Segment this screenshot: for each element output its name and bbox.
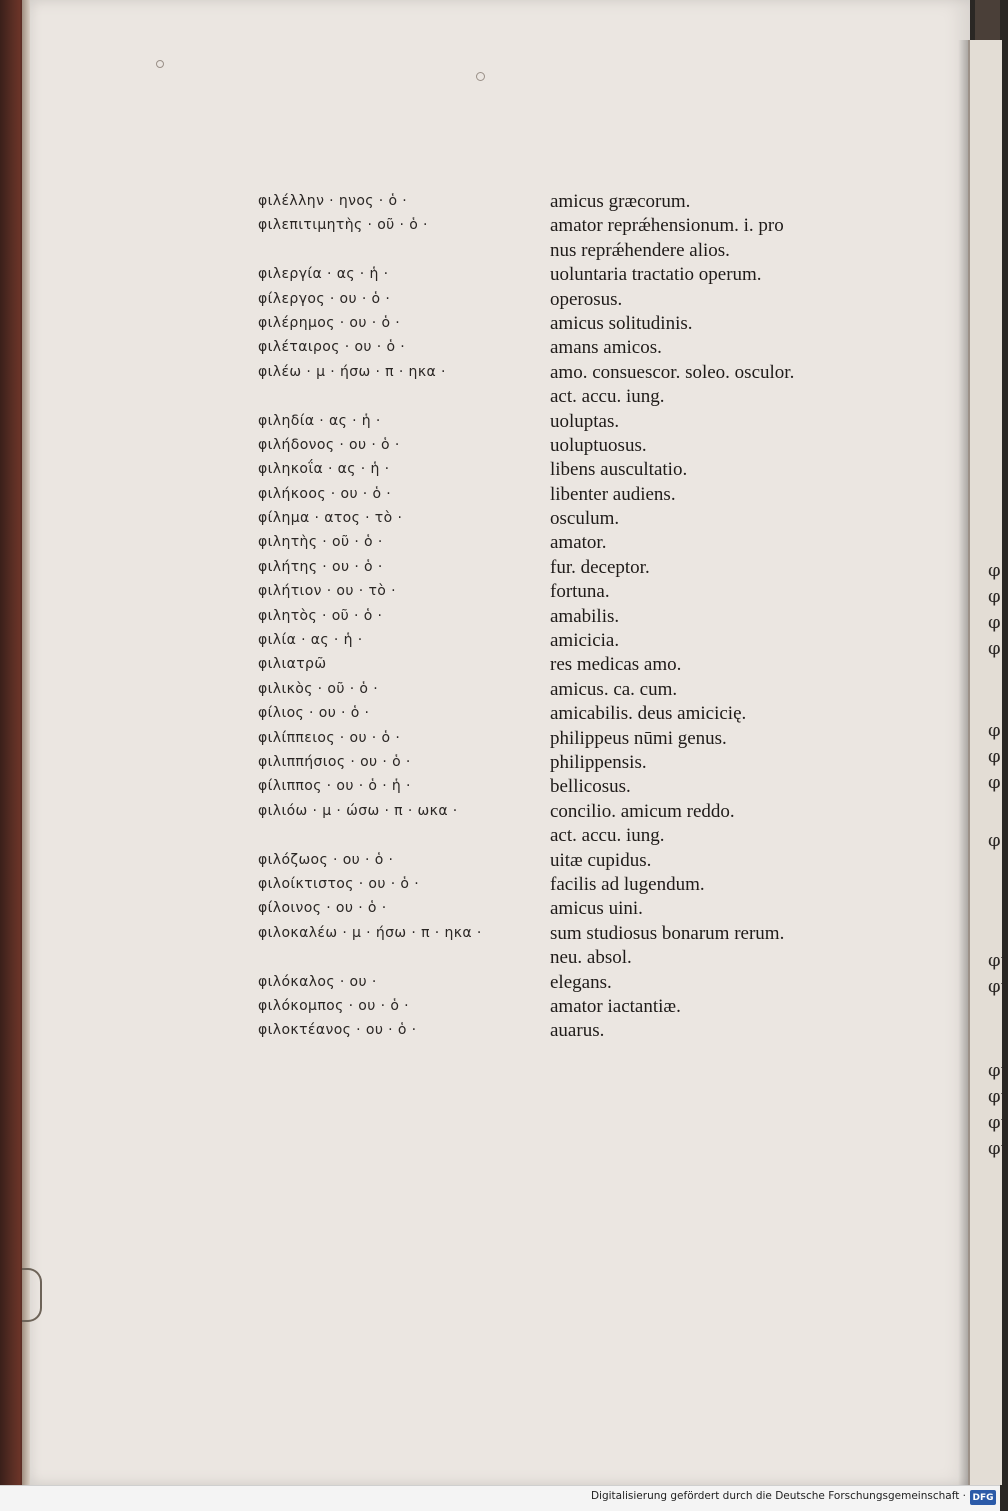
dictionary-entry [258,240,898,264]
latin-gloss: uoluptuosus. [550,434,647,456]
greek-headword: φιλίππειος · ου · ὁ · [258,729,401,746]
latin-gloss: fortuna. [550,581,610,603]
dictionary-entry [258,776,898,800]
latin-gloss: auarus. [550,1020,605,1042]
dictionary-entry [258,459,898,483]
binding-clip [22,1268,42,1322]
greek-headword: φιλόκομπος · ου · ὁ · [258,997,409,1014]
dictionary-entry [258,801,898,825]
latin-gloss: act. accu. iung. [550,825,665,847]
dictionary-entry [258,630,898,654]
greek-headword: φιλέω · μ · ήσω · π · ηκα · [258,363,446,380]
greek-headword: φιλόκαλος · ου · [258,973,377,990]
latin-gloss: uoluptas. [550,410,620,432]
dictionary-entry [258,264,898,288]
dictionary-entry [258,679,898,703]
latin-gloss: bellicosus. [550,776,631,798]
dictionary-entry [258,874,898,898]
greek-headword: φιλία · ας · ἡ · [258,632,363,649]
footer-bar [0,1485,1000,1511]
greek-headword: φιλόζωος · ου · ὁ · [258,851,394,868]
adjacent-page-letter: φ [988,720,1001,741]
greek-headword: φιλήτης · ου · ὁ · [258,558,383,575]
latin-gloss: operosus. [550,288,623,310]
latin-gloss: amicus græcorum. [550,191,691,212]
latin-gloss: amicus uini. [550,898,643,920]
dictionary-entry [258,654,898,678]
adjacent-page-letter: φι [988,1060,1008,1081]
latin-gloss: facilis ad lugendum. [550,873,705,895]
greek-headword: φιλέρημος · ου · ὁ · [258,314,401,331]
greek-headword: φιλιόω · μ · ώσω · π · ωκα · [258,802,458,819]
dictionary-entry [258,289,898,313]
latin-gloss: sum studiosus bonarum rerum. [550,922,785,944]
adjacent-page-letter: φι [988,1086,1008,1107]
greek-headword: φιλήκοος · ου · ὁ · [258,485,392,502]
latin-gloss: neu. absol. [550,947,632,969]
adjacent-page-letter: φ [988,746,1001,767]
page-speck [476,72,485,81]
dictionary-entry [258,557,898,581]
greek-headword: φιλικὸς · οῦ · ὁ · [258,680,379,697]
greek-headword: φιλέταιρος · ου · ὁ · [258,339,406,356]
dictionary-entry [258,850,898,874]
dictionary-entry [258,703,898,727]
latin-gloss: philippeus nūmi genus. [550,727,727,749]
greek-headword: φίλεργος · ου · ὁ · [258,290,391,307]
dictionary-entry [258,825,898,849]
latin-gloss: amans amicos. [550,337,662,359]
latin-gloss: amator iactantiæ. [550,995,681,1017]
greek-headword: φιλητὸς · οῦ · ὁ · [258,607,383,624]
adjacent-page-letter: φι [988,976,1008,997]
dictionary-entry [258,411,898,435]
greek-headword: φιλέλλην · ηνος · ὁ · [258,193,408,209]
adjacent-page-letter: φ [988,560,1001,581]
greek-headword: φιλοίκτιστος · ου · ὁ · [258,875,420,892]
latin-gloss: libens auscultatio. [550,459,688,481]
dictionary-entry [258,923,898,947]
greek-headword: φιληδία · ας · ἡ · [258,412,381,429]
greek-headword: φιλοκαλέω · μ · ήσω · π · ηκα · [258,924,482,941]
dictionary-entry [258,386,898,410]
latin-gloss: fur. deceptor. [550,556,650,578]
greek-headword: φιλεργία · ας · ἡ · [258,266,389,283]
dfg-logo: DFG [970,1490,996,1505]
latin-gloss: nus reprǽhendere alios. [550,239,730,261]
greek-headword: φίλοινος · ου · ὁ · [258,900,387,917]
latin-gloss: philippensis. [550,751,647,773]
adjacent-page-letter: φι [988,950,1008,971]
greek-headword: φίλιππος · ου · ὁ · ἡ · [258,778,411,795]
dictionary-entry [258,728,898,752]
adjacent-page-letter: φ [988,830,1001,851]
latin-gloss: elegans. [550,971,612,993]
dictionary-entry [258,191,898,215]
dictionary-entry [258,606,898,630]
dictionary-entries [258,191,898,1045]
adjacent-page-letter: φ [988,586,1001,607]
dictionary-entry [258,532,898,556]
latin-gloss: osculum. [550,508,620,530]
latin-gloss: res medicas amo. [550,654,682,676]
greek-headword: φίλιος · ου · ὁ · [258,705,370,722]
dictionary-entry [258,337,898,361]
dictionary-entry [258,947,898,971]
page-speck [156,60,164,68]
greek-headword: φιλοκτέανος · ου · ὁ · [258,1022,417,1039]
dictionary-entry [258,435,898,459]
latin-gloss: amicicia. [550,630,620,652]
greek-headword: φίλημα · ατος · τὸ · [258,510,403,527]
latin-gloss: amator reprǽhensionum. i. pro [550,215,784,237]
adjacent-page-letter: φι [988,1138,1008,1159]
greek-headword: φιλήτιον · ου · τὸ · [258,583,396,600]
digitization-credit: Digitalisierung gefördert durch die Deutsche Forschungsgemeinschaft · [590,1490,966,1502]
greek-headword: φιλήδονος · ου · ὁ · [258,436,400,453]
dictionary-entry [258,362,898,386]
dictionary-entry [258,313,898,337]
dictionary-entry [258,484,898,508]
latin-gloss: amicabilis. deus amicicię. [550,703,747,725]
latin-gloss: amo. consuescor. soleo. osculor. [550,361,795,383]
adjacent-page-letter: φ [988,638,1001,659]
adjacent-page-letter: φ [988,772,1001,793]
adjacent-page-letter: φι [988,1112,1008,1133]
dictionary-entry [258,972,898,996]
page-gutter [22,0,30,1485]
dictionary-entry [258,581,898,605]
latin-gloss: uoluntaria tractatio operum. [550,264,762,286]
greek-headword: φιλεπιτιμητὴς · οῦ · ὁ · [258,217,428,234]
dictionary-entry [258,898,898,922]
latin-gloss: amicus. ca. cum. [550,678,678,700]
latin-gloss: libenter audiens. [550,483,676,505]
dictionary-entry [258,508,898,532]
latin-gloss: amator. [550,532,607,554]
greek-headword: φιλιατρῶ [258,656,327,673]
latin-gloss: concilio. amicum reddo. [550,800,735,822]
latin-gloss: amabilis. [550,605,620,627]
adjacent-page-letter: φ [988,612,1001,633]
latin-gloss: amicus solitudinis. [550,312,693,334]
greek-headword: φιλητὴς · οῦ · ὁ · [258,534,383,551]
adjacent-page [968,40,1008,1485]
greek-headword: φιλιππήσιος · ου · ὁ · [258,753,411,770]
dictionary-entry [258,1020,898,1044]
dictionary-entry [258,215,898,239]
latin-gloss: act. accu. iung. [550,386,665,408]
greek-headword: φιληκοΐα · ας · ἡ · [258,461,390,478]
scan-background-corner [975,0,1000,40]
dictionary-entry [258,752,898,776]
latin-gloss: uitæ cupidus. [550,849,652,871]
dictionary-entry [258,996,898,1020]
